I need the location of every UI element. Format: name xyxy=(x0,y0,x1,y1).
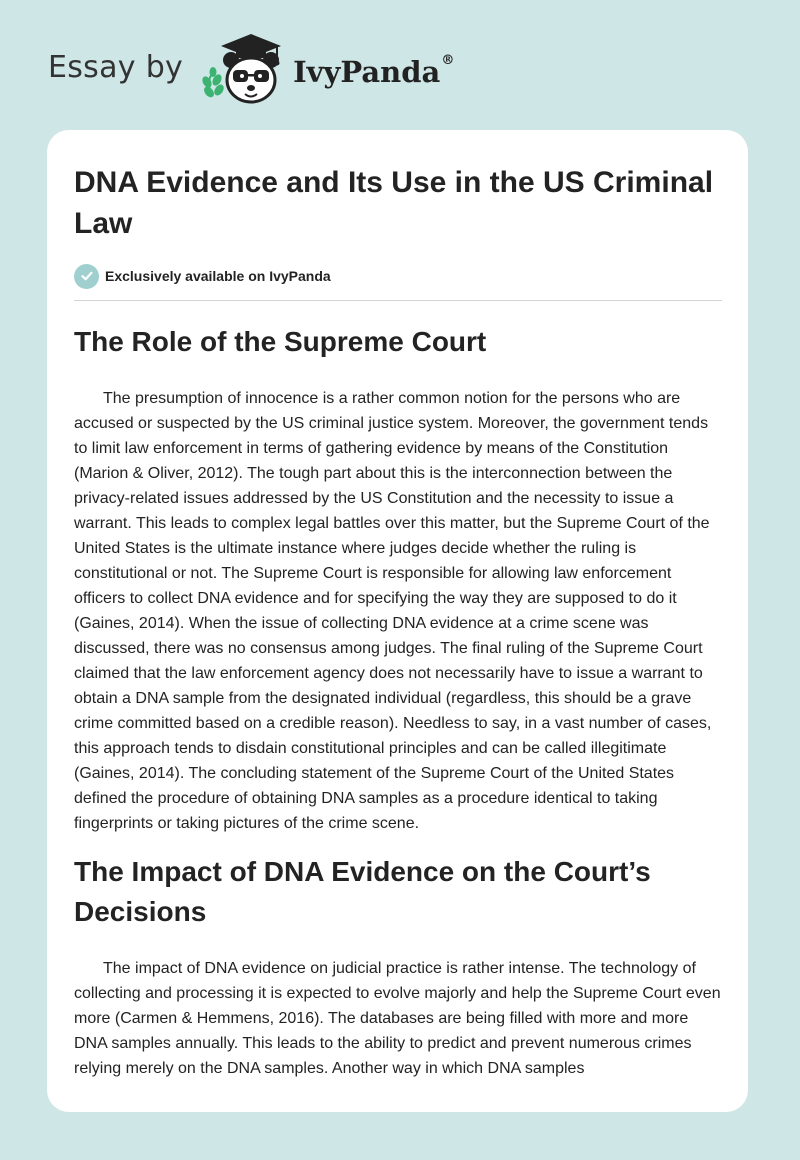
brand-prefix: Essay by xyxy=(48,49,184,85)
essay-card xyxy=(47,130,748,1112)
section-paragraph-supreme-court: The presumption of innocence is a rather common notion for the persons who are accused or suspected by the US criminal justice system. Moreover, the government tends to limit law enforcement in terms of gathering evidence by means of the Constitution (Marion & Oliver, 2012). The tough part about this is the interconnection between the privacy-related issues addressed by the US Constitution and the necessity to issue a warrant. This leads to complex legal battles over this matter, but the Supreme Court of the United States is the ultimate instance where judges decide whether the ruling is constitutional or not. The Supreme Court is responsible for allowing law enforcement officers to collect DNA evidence and for specifying the way they are supposed to do it (Gaines, 2014). When the issue of collecting DNA evidence at a crime scene was discussed, there was no consensus among judges. The final ruling of the Supreme Court claimed that the law enforcement agency does not necessarily have to issue a warrant to obtain a DNA sample from the designated individual (regardless, this should be a grave crime committed based on a credible reason). Needless to say, in a vast number of cases, this approach tends to disdain constitutional principles and can be called illegitimate (Gaines, 2014). The concluding statement of the Supreme Court of the United States defined the procedure of obtaining DNA samples as a procedure identical to taking fingerprints or taking pictures of the crime scene. xyxy=(74,390,712,832)
check-icon xyxy=(74,264,99,289)
section-heading-dna-impact: The Impact of DNA Evidence on the Court’s Decisions xyxy=(74,856,651,927)
site-brand[interactable] xyxy=(48,30,454,110)
exclusive-badge xyxy=(74,263,722,289)
section-paragraph-dna-impact: The impact of DNA evidence on judicial practice is rather intense. The technology of collecting and processing it is expected to evolve majorly and help the Supreme Court even more (Carmen & Hemmens, 2016). The databases are being filled with more and more DNA samples annually. This leads to the ability to predict and prevent numerous crimes relying merely on the DNA samples. Another way in which DNA samples xyxy=(74,960,721,1077)
essay-content xyxy=(74,130,722,1081)
badge-text: Exclusively available on IvyPanda xyxy=(105,268,331,284)
essay-title: DNA Evidence and Its Use in the US Criminal Law xyxy=(74,166,714,240)
section-heading-supreme-court: The Role of the Supreme Court xyxy=(74,326,487,357)
brand-name: IvyPanda® xyxy=(293,53,455,89)
divider xyxy=(74,300,722,301)
panda-graduate-icon xyxy=(197,30,289,110)
registered-mark: ® xyxy=(441,53,455,68)
